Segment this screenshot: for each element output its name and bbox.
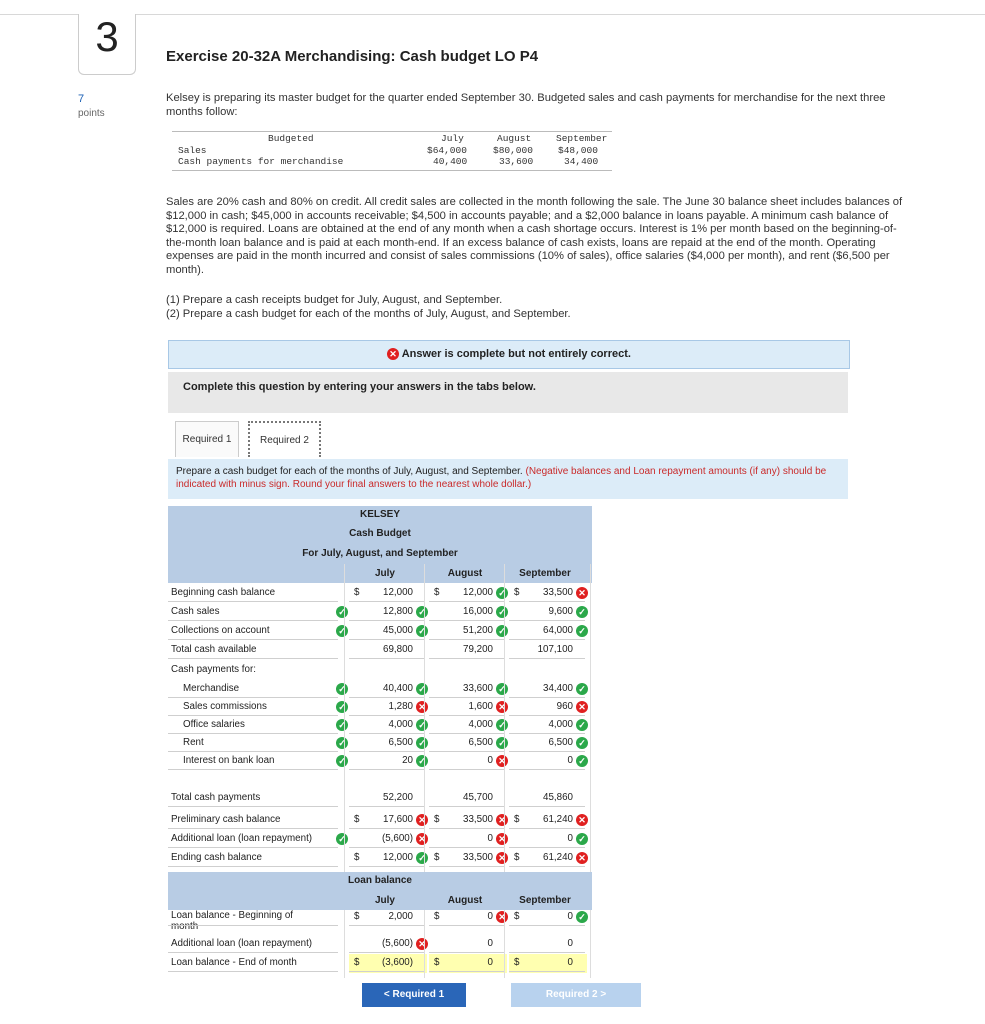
- value-commissions-july[interactable]: 1,280: [388, 701, 413, 712]
- cell-divider: [349, 751, 425, 752]
- value-merchandise-july[interactable]: 40,400: [383, 683, 413, 694]
- budget-period: For July, August, and September: [168, 544, 592, 564]
- incorrect-icon: ✕: [416, 938, 428, 950]
- cell-divider: [349, 715, 425, 716]
- check-icon: ✓: [416, 737, 428, 749]
- cell-divider: [509, 733, 585, 734]
- loan-col-september: September: [519, 895, 571, 906]
- check-icon: ✓: [336, 719, 348, 731]
- check-icon: ✓: [496, 719, 508, 731]
- cell-divider: [509, 828, 585, 829]
- cell-divider: [349, 847, 425, 848]
- check-icon: ✓: [416, 719, 428, 731]
- check-icon: ✓: [576, 737, 588, 749]
- instruction-note: (Negative balances and Loan repayment amounts (if any) should be indicated with minus sign. Round your final answers to the nearest whole dollar.): [176, 466, 827, 490]
- value-collections-august[interactable]: 51,200: [463, 625, 493, 636]
- value-commissions-august[interactable]: 1,600: [468, 701, 493, 712]
- row-divider: [168, 639, 338, 640]
- value-interest-august[interactable]: 0: [487, 755, 493, 766]
- check-icon: ✓: [496, 683, 508, 695]
- row-label-loan-end: Loan balance - End of month: [171, 957, 297, 968]
- loan-col-august: August: [447, 895, 483, 906]
- row-divider: [168, 697, 338, 698]
- cell-divider: [349, 697, 425, 698]
- value-salaries-august[interactable]: 4,000: [468, 719, 493, 730]
- value-preliminary-july[interactable]: 17,600: [383, 814, 413, 825]
- budget-company: KELSEY: [168, 506, 592, 524]
- cell-divider: [509, 751, 585, 752]
- intro-text: Kelsey is preparing its master budget for the quarter ended September 30. Budgeted sales and cash payments for merchandise for the next three months follow:: [166, 92, 886, 118]
- cell-divider: [349, 925, 425, 926]
- value-ending-august[interactable]: 33,500: [463, 852, 493, 863]
- value-salaries-september[interactable]: 4,000: [548, 719, 573, 730]
- check-icon: ✓: [416, 755, 428, 767]
- value-additional-loan-july[interactable]: (5,600): [381, 833, 413, 844]
- dollar-sign: $: [354, 852, 360, 863]
- cell-divider: [429, 769, 505, 770]
- check-icon: ✓: [416, 852, 428, 864]
- row-divider: [168, 658, 338, 659]
- value-cash-sales-august[interactable]: 16,000: [463, 606, 493, 617]
- check-icon: ✓: [336, 701, 348, 713]
- value-collections-september[interactable]: 64,000: [543, 625, 573, 636]
- column-divider: [590, 564, 591, 978]
- incorrect-icon: ✕: [496, 911, 508, 923]
- answer-status-banner: [168, 340, 850, 369]
- given-row-payments-label: Cash payments for merchandise: [178, 156, 344, 167]
- cell-divider: [509, 866, 585, 867]
- check-icon: ✓: [576, 625, 588, 637]
- row-label-collections: Collections on account: [171, 625, 270, 636]
- dollar-sign: $: [514, 957, 520, 968]
- value-loan-additional-august[interactable]: 0: [487, 938, 493, 949]
- check-icon: ✓: [496, 737, 508, 749]
- value-beginning-september[interactable]: 33,500: [543, 587, 573, 598]
- prev-button[interactable]: [362, 983, 466, 1007]
- value-beginning-july[interactable]: 12,000: [383, 587, 413, 598]
- check-icon: ✓: [336, 625, 348, 637]
- given-month-september: September: [556, 133, 608, 144]
- value-loan-end-september[interactable]: 0: [567, 957, 573, 968]
- check-icon: ✓: [336, 737, 348, 749]
- row-label-commissions: Sales commissions: [183, 701, 267, 712]
- check-icon: ✓: [576, 911, 588, 923]
- given-row-sales-label: Sales: [178, 145, 207, 156]
- incorrect-icon: ✕: [416, 814, 428, 826]
- value-total-available-august[interactable]: 79,200: [463, 644, 493, 655]
- row-label-preliminary: Preliminary cash balance: [171, 814, 281, 825]
- cell-divider: [509, 971, 585, 972]
- check-icon: ✓: [496, 625, 508, 637]
- given-payments-july: 40,400: [433, 156, 468, 167]
- chevron-right-icon: >: [600, 989, 607, 1000]
- value-additional-loan-september[interactable]: 0: [567, 833, 573, 844]
- check-icon: ✓: [576, 683, 588, 695]
- required-2-instruction: [168, 459, 848, 499]
- cell-divider: [349, 733, 425, 734]
- column-divider: [424, 564, 425, 978]
- check-icon: ✓: [416, 683, 428, 695]
- exercise-title: Exercise 20-32A Merchandising: Cash budget LO P4: [166, 48, 539, 65]
- incorrect-icon: ✕: [496, 833, 508, 845]
- cell-divider: [429, 639, 505, 640]
- row-divider: [168, 715, 338, 716]
- dollar-sign: $: [434, 957, 440, 968]
- dollar-sign: $: [514, 852, 520, 863]
- cell-divider: [429, 806, 505, 807]
- row-label-additional-loan: Additional loan (loan repayment): [171, 833, 313, 844]
- check-icon: ✓: [496, 587, 508, 599]
- col-july: July: [374, 568, 395, 579]
- value-merchandise-september[interactable]: 34,400: [543, 683, 573, 694]
- value-loan-begin-july[interactable]: 2,000: [388, 911, 413, 922]
- dollar-sign: $: [514, 587, 520, 598]
- next-label: Required 2: [545, 989, 598, 1000]
- cell-divider: [429, 828, 505, 829]
- row-divider: [168, 866, 338, 867]
- value-collections-july[interactable]: 45,000: [383, 625, 413, 636]
- value-total-payments-july[interactable]: 52,200: [383, 792, 413, 803]
- cell-divider: [349, 639, 425, 640]
- points-label: points: [78, 108, 105, 119]
- cell-divider: [429, 658, 505, 659]
- incorrect-icon: ✕: [387, 348, 399, 360]
- value-merchandise-august[interactable]: 33,600: [463, 683, 493, 694]
- given-month-august: August: [497, 133, 532, 144]
- cell-divider: [509, 847, 585, 848]
- col-september: September: [519, 568, 571, 579]
- dollar-sign: $: [434, 587, 440, 598]
- row-label-loan-additional: Additional loan (loan repayment): [171, 938, 313, 949]
- given-payments-august: 33,600: [499, 156, 534, 167]
- row-label-cash-sales: Cash sales: [171, 606, 220, 617]
- check-icon: ✓: [336, 833, 348, 845]
- col-august: August: [447, 568, 483, 579]
- cell-divider: [429, 925, 505, 926]
- value-interest-september[interactable]: 0: [567, 755, 573, 766]
- value-salaries-july[interactable]: 4,000: [388, 719, 413, 730]
- dollar-sign: $: [354, 814, 360, 825]
- check-icon: ✓: [576, 606, 588, 618]
- check-icon: ✓: [576, 719, 588, 731]
- value-additional-loan-august[interactable]: 0: [487, 833, 493, 844]
- given-sales-july: $64,000: [427, 145, 467, 156]
- budget-name: Cash Budget: [168, 524, 592, 544]
- task-1: (1) Prepare a cash receipts budget for July, August, and September.: [166, 294, 503, 306]
- next-button[interactable]: [511, 983, 641, 1007]
- prev-label: Required 1: [392, 989, 445, 1000]
- value-beginning-august[interactable]: 12,000: [463, 587, 493, 598]
- incorrect-icon: ✕: [576, 701, 588, 713]
- cell-divider: [509, 769, 585, 770]
- value-preliminary-september[interactable]: 61,240: [543, 814, 573, 825]
- task-2: (2) Prepare a cash budget for each of the months of July, August, and September.: [166, 308, 571, 320]
- check-icon: ✓: [336, 683, 348, 695]
- given-payments-september: 34,400: [564, 156, 599, 167]
- value-loan-end-july[interactable]: (3,600): [381, 957, 413, 968]
- row-label-total-payments: Total cash payments: [171, 792, 261, 803]
- cell-divider: [429, 715, 505, 716]
- given-month-july: July: [441, 133, 464, 144]
- dollar-sign: $: [434, 814, 440, 825]
- value-interest-july[interactable]: 20: [402, 755, 413, 766]
- row-divider: [168, 828, 338, 829]
- value-loan-begin-august[interactable]: 0: [487, 911, 493, 922]
- question-number: 3: [78, 14, 136, 75]
- row-divider: [168, 847, 338, 848]
- check-icon: ✓: [416, 606, 428, 618]
- banner-text: Answer is complete but not entirely correct.: [401, 348, 631, 360]
- value-loan-begin-september[interactable]: 0: [567, 911, 573, 922]
- check-icon: ✓: [416, 625, 428, 637]
- row-label-ending: Ending cash balance: [171, 852, 262, 863]
- row-divider: [168, 971, 338, 972]
- row-label-total-available: Total cash available: [171, 644, 257, 655]
- value-total-payments-august[interactable]: 45,700: [463, 792, 493, 803]
- tab-required-1[interactable]: Required 1: [175, 421, 239, 457]
- cell-divider: [349, 866, 425, 867]
- column-divider: [344, 564, 345, 978]
- cell-divider: [349, 658, 425, 659]
- given-sales-september: $48,000: [558, 145, 598, 156]
- check-icon: ✓: [496, 606, 508, 618]
- row-divider: [168, 601, 338, 602]
- value-rent-september[interactable]: 6,500: [548, 737, 573, 748]
- cell-divider: [509, 639, 585, 640]
- incorrect-icon: ✕: [576, 852, 588, 864]
- column-divider: [504, 564, 505, 978]
- row-divider: [168, 751, 338, 752]
- cell-divider: [429, 751, 505, 752]
- row-label-payments-for: Cash payments for:: [171, 664, 256, 675]
- row-divider: [168, 952, 338, 953]
- cell-divider: [509, 620, 585, 621]
- chevron-left-icon: <: [383, 989, 390, 1000]
- cell-divider: [429, 601, 505, 602]
- value-preliminary-august[interactable]: 33,500: [463, 814, 493, 825]
- incorrect-icon: ✕: [416, 833, 428, 845]
- cell-divider: [509, 697, 585, 698]
- row-divider: [168, 733, 338, 734]
- cell-divider: [509, 806, 585, 807]
- value-rent-july[interactable]: 6,500: [388, 737, 413, 748]
- cell-divider: [349, 769, 425, 770]
- instruction-main: Prepare a cash budget for each of the months of July, August, and September.: [176, 466, 526, 477]
- value-cash-sales-july[interactable]: 12,800: [383, 606, 413, 617]
- cell-divider: [429, 733, 505, 734]
- cell-divider: [349, 828, 425, 829]
- cell-divider: [349, 971, 425, 972]
- value-total-available-september[interactable]: 107,100: [537, 644, 573, 655]
- row-label-salaries: Office salaries: [183, 719, 245, 730]
- incorrect-icon: ✕: [496, 755, 508, 767]
- cell-divider: [509, 925, 585, 926]
- cell-divider: [509, 715, 585, 716]
- cell-divider: [429, 971, 505, 972]
- value-rent-august[interactable]: 6,500: [468, 737, 493, 748]
- dollar-sign: $: [434, 911, 440, 922]
- cell-divider: [509, 658, 585, 659]
- cell-divider: [349, 952, 425, 953]
- row-label-merchandise: Merchandise: [183, 683, 240, 694]
- check-icon: ✓: [336, 606, 348, 618]
- value-commissions-september[interactable]: 960: [556, 701, 573, 712]
- value-loan-additional-september[interactable]: 0: [567, 938, 573, 949]
- complete-instruction: Complete this question by entering your answers in the tabs below.: [168, 372, 848, 413]
- cell-divider: [509, 601, 585, 602]
- dollar-sign: $: [354, 957, 360, 968]
- row-divider: [168, 620, 338, 621]
- row-label-rent: Rent: [183, 737, 204, 748]
- row-label-beginning: Beginning cash balance: [171, 587, 276, 598]
- top-divider: [0, 14, 985, 15]
- check-icon: ✓: [576, 833, 588, 845]
- given-sales-august: $80,000: [493, 145, 533, 156]
- incorrect-icon: ✕: [496, 701, 508, 713]
- value-loan-end-august[interactable]: 0: [487, 957, 493, 968]
- dollar-sign: $: [514, 911, 520, 922]
- given-header: Budgeted: [268, 133, 314, 144]
- value-total-payments-september[interactable]: 45,860: [543, 792, 573, 803]
- incorrect-icon: ✕: [496, 814, 508, 826]
- value-ending-july[interactable]: 12,000: [383, 852, 413, 863]
- incorrect-icon: ✕: [496, 852, 508, 864]
- tab-required-2[interactable]: Required 2: [248, 421, 321, 457]
- value-loan-additional-july[interactable]: (5,600): [381, 938, 413, 949]
- cell-divider: [429, 952, 505, 953]
- dollar-sign: $: [514, 814, 520, 825]
- cell-divider: [429, 847, 505, 848]
- check-icon: ✓: [336, 755, 348, 767]
- row-label-interest: Interest on bank loan: [183, 755, 275, 766]
- cell-divider: [349, 806, 425, 807]
- incorrect-icon: ✕: [576, 587, 588, 599]
- loan-col-july: July: [374, 895, 395, 906]
- incorrect-icon: ✕: [576, 814, 588, 826]
- value-ending-september[interactable]: 61,240: [543, 852, 573, 863]
- dollar-sign: $: [354, 587, 360, 598]
- value-total-available-july[interactable]: 69,800: [383, 644, 413, 655]
- row-divider: [168, 769, 338, 770]
- row-divider: [168, 806, 338, 807]
- loan-header: Loan balance: [168, 872, 592, 890]
- points-value: 7: [78, 93, 85, 105]
- row-divider: [168, 925, 338, 926]
- cell-divider: [349, 601, 425, 602]
- check-icon: ✓: [576, 755, 588, 767]
- row-label-loan-begin: Loan balance - Beginning of month: [171, 910, 294, 932]
- cell-divider: [429, 620, 505, 621]
- description-text: Sales are 20% cash and 80% on credit. All credit sales are collected in the month following the sale. The June 30 balance sheet includes balances of $12,000 in cash; $45,000 in accounts receivable; $4,500 in accounts payable; and a $2,000 balance in loans payable. A minimum cash balance of $12,000 is required. Loans are obtained at the end of any month when a cash shortage occurs. Interest is 1% per month based on the beginning-of-the-month loan balance and is paid at each month-end. If an excess balance of cash exists, loans are repaid at the end of the month. Operating expenses are paid in the month incurred and consist of sales commissions (10% of sales), office salaries ($4,000 per month), and rent ($6,500 per month).: [166, 196, 903, 276]
- cell-divider: [509, 952, 585, 953]
- value-cash-sales-september[interactable]: 9,600: [548, 606, 573, 617]
- incorrect-icon: ✕: [416, 701, 428, 713]
- cell-divider: [429, 697, 505, 698]
- cell-divider: [429, 866, 505, 867]
- dollar-sign: $: [354, 911, 360, 922]
- cell-divider: [349, 620, 425, 621]
- dollar-sign: $: [434, 852, 440, 863]
